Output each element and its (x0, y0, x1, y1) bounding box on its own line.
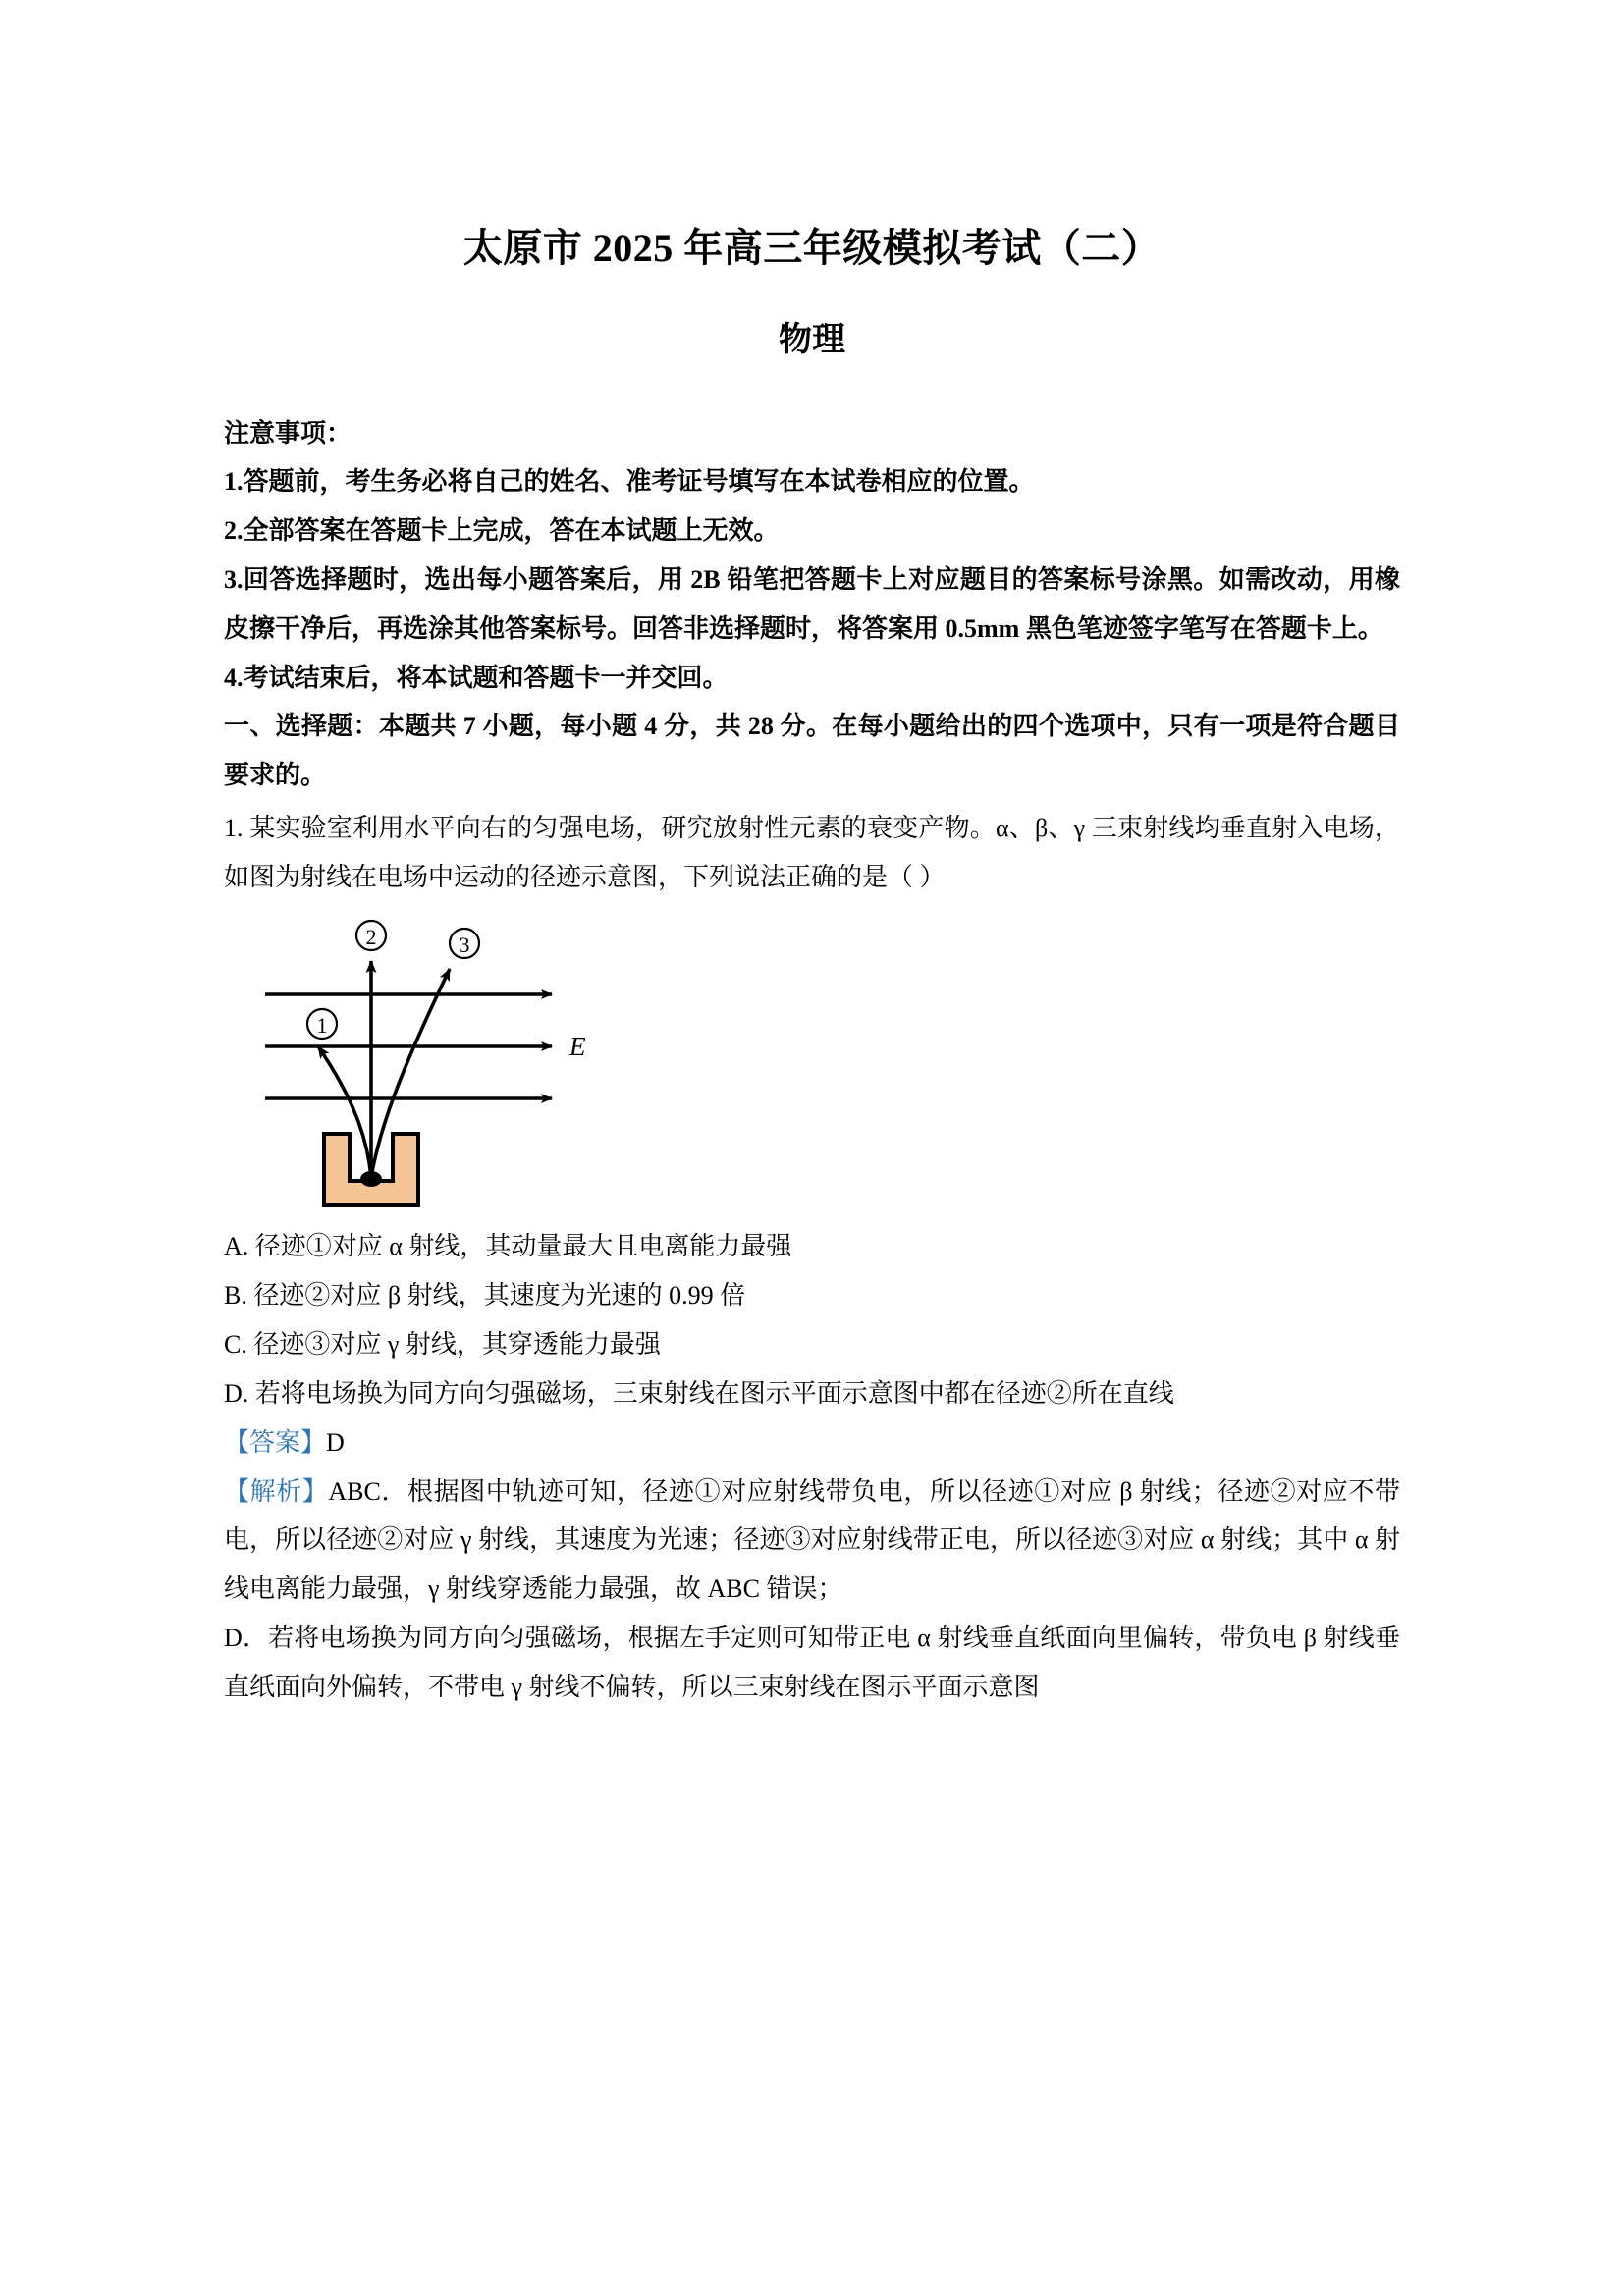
analysis-tag: 【解析】 (224, 1476, 329, 1506)
electric-field-lines (265, 994, 552, 1098)
track-label-3 (450, 929, 479, 958)
question-1-answer (224, 1418, 1400, 1468)
question-1-analysis-paragraph-1 (224, 1468, 1400, 1615)
notice-item-4: 4.考试结束后，将本试题和答题卡一并交回。 (224, 663, 729, 692)
track-label-2-text: 2 (365, 925, 377, 950)
answer-tag: 【答案】 (224, 1427, 327, 1457)
track-label-1-text: 1 (316, 1013, 328, 1039)
track-label-2 (356, 921, 386, 950)
page-title: 太原市 2025 年高三年级模拟考试（二） (462, 226, 1162, 270)
question-1-stem: 1. 某实验室利用水平向右的匀强电场，研究放射性元素的衰变产物。α、β、γ 三束射线均垂直射入电场，如图为射线在电场中运动的径迹示意图，下列说法正确的是（ ） (224, 814, 1400, 892)
answer-value: D (326, 1427, 345, 1457)
question-1-option-c: C. 径迹③对应 γ 射线，其穿透能力最强 (224, 1329, 661, 1359)
subject-title: 物理 (779, 322, 845, 358)
track-label-3-text: 3 (459, 933, 470, 958)
analysis-body-1: ABC．根据图中轨迹可知，径迹①对应射线带负电，所以径迹①对应 β 射线；径迹②对应不带电，所以径迹②对应 γ 射线，其速度为光速；径迹③对应射线带正电，所以径迹③对应 α 射线；其中 α 射线电离能力最强，γ 射线穿透能力最强，故 ABC 错误； (224, 1476, 1400, 1604)
notice-item-2: 2.全部答案在答题卡上完成，答在本试题上无效。 (224, 515, 780, 545)
field-label-E: E (569, 1032, 586, 1062)
track-label-1 (307, 1009, 337, 1039)
question-1-option-a: A. 径迹①对应 α 射线，其动量最大且电离能力最强 (224, 1232, 792, 1261)
question-1-analysis-paragraph-2: D．若将电场换为同方向匀强磁场，根据左手定则可知带正电 α 射线垂直纸面向里偏转，带负电 β 射线垂直纸面向外偏转，不带电 γ 射线不偏转，所以三束射线在图示平面示意图 (224, 1624, 1400, 1702)
notice-item-3: 3.回答选择题时，选出每小题答案后，用 2B 铅笔把答题卡上对应题目的答案标号涂黑。如需改动，用橡皮擦干净后，再选涂其他答案标号。回答非选择题时，将答案用 0.5mm 黑色笔迹签字笔写在答题卡上。 (224, 564, 1400, 643)
notice-item-1: 1.答题前，考生务必将自己的姓名、准考证号填写在本试卷相应的位置。 (224, 466, 1035, 496)
question-1-option-b: B. 径迹②对应 β 射线，其速度为光速的 0.99 倍 (224, 1280, 746, 1309)
electric-field-trajectory-diagram (257, 916, 650, 1210)
question-1-figure (224, 902, 1400, 1222)
section-heading-choice: 一、选择题：本题共 7 小题，每小题 4 分，共 28 分。在每小题给出的四个选项中，只有一项是符合题目要求的。 (224, 712, 1400, 790)
notices-heading: 注意事项： (224, 418, 352, 448)
question-1-option-d: D. 若将电场换为同方向匀强磁场，三束射线在图示平面示意图中都在径迹②所在直线 (224, 1378, 1174, 1408)
